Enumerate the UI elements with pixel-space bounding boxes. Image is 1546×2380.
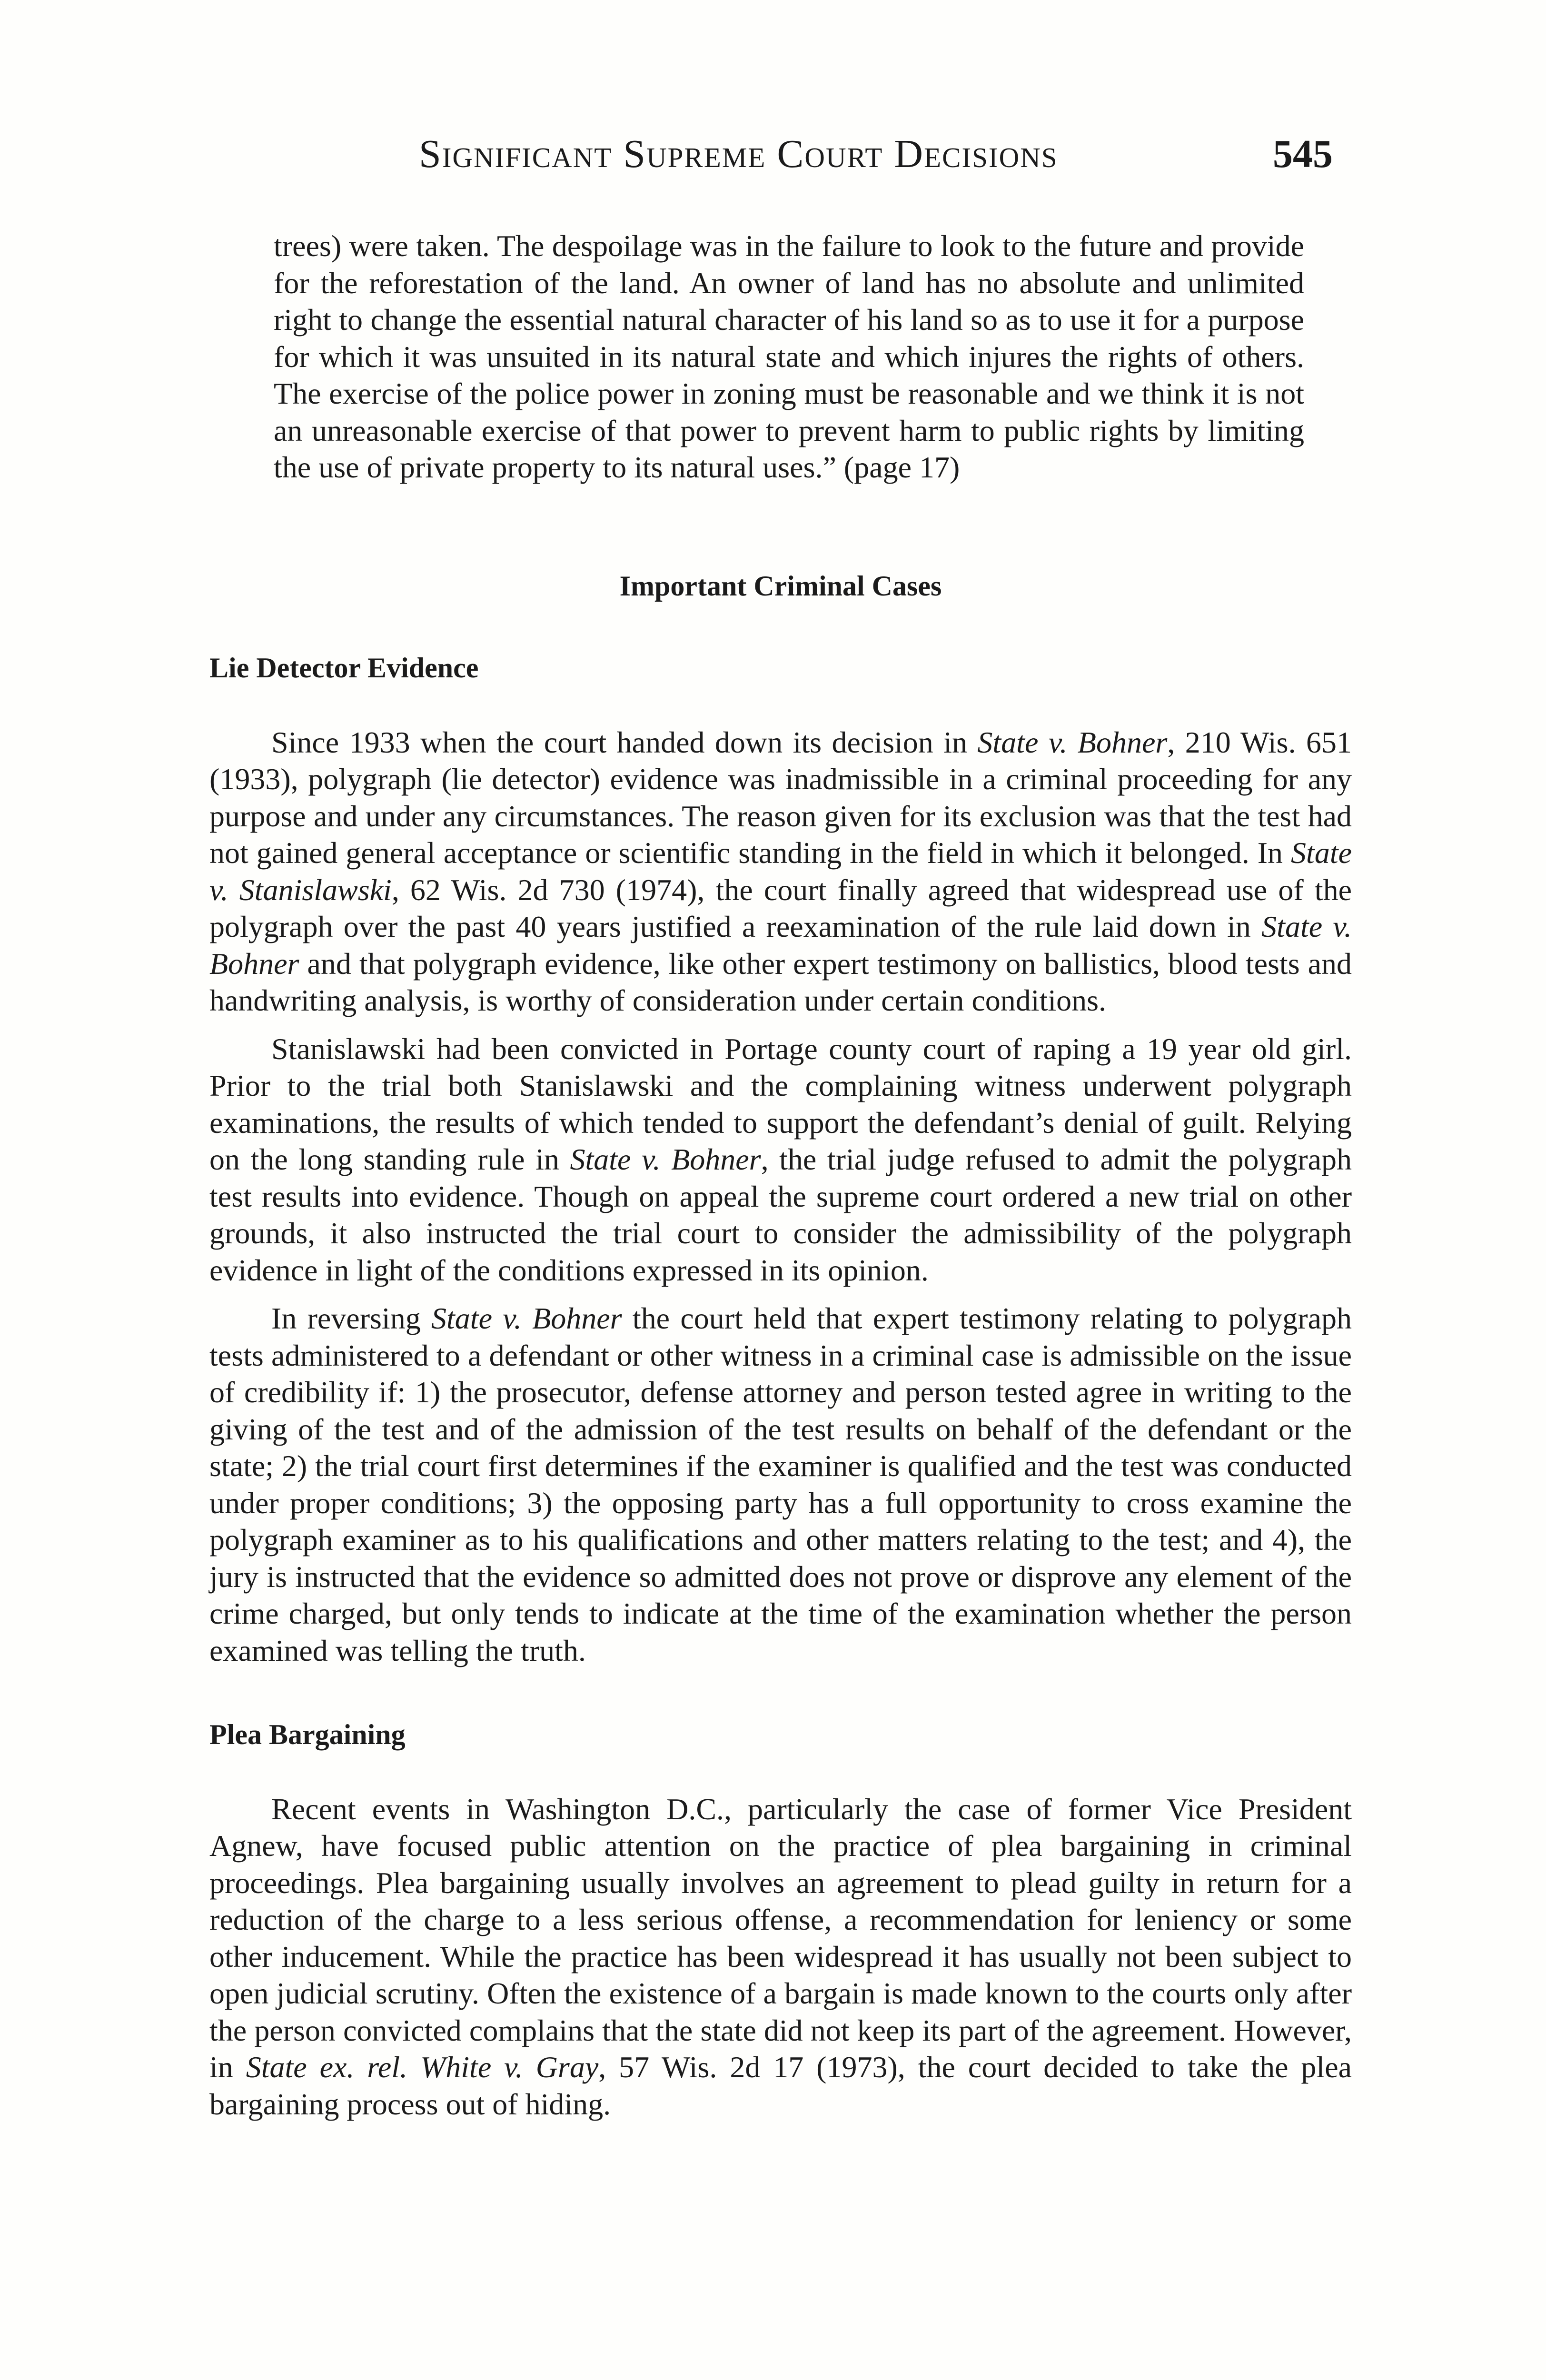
text-run: , 57 Wis. 2d 17 (1973), the court decided to take the plea bargaining process out of hiding. — [209, 2050, 1352, 2121]
case-citation: State v. Bohner — [431, 1301, 622, 1335]
text-run: In reversing — [271, 1301, 431, 1335]
case-citation: State v. Bohner — [977, 725, 1168, 759]
text-run: and that polygraph evidence, like other expert testimony on ballistics, blood tests and handwriting analysis, is worthy of consideration under certain conditions. — [209, 946, 1352, 1017]
case-citation: State v. Bohner — [209, 910, 1352, 981]
paragraph-lie-detector-2 — [209, 1031, 1352, 1289]
page-body — [209, 228, 1352, 2122]
subheading-lie-detector: Lie Detector Evidence — [209, 652, 479, 684]
paragraph-lie-detector-1 — [209, 724, 1352, 1019]
quote-continuation: trees) were taken. The despoilage was in the failure to look to the future and provide for the reforestation of the land. An owner of land has no absolute and unlimited right to change the essential natural character of his land so as to use it for a purpose for which it was unsuited in its natural state and which injures the rights of others. The exercise of the police power in zoning must be reasonable and we think it is not an unreasonable exercise of that power to prevent harm to public rights by limiting the use of private property to its natural uses.” (page 17) — [274, 229, 1304, 484]
text-run: , 62 Wis. 2d 730 (1974), the court finally agreed that widespread use of the polygraph over the past 40 years justified a reexamination of the rule laid down in — [209, 873, 1352, 943]
text-run: , the trial judge refused to admit the polygraph test results into evidence. Though on appeal the supreme court ordered a new trial on other grounds, it also instructed the trial court to consider the admissibility of the polygraph evidence in light of the conditions expressed in its opinion. — [209, 1142, 1352, 1287]
running-head — [209, 131, 1352, 183]
text-run: , 210 Wis. 651 (1933), polygraph (lie detector) evidence was inadmissible in a criminal proceeding for any purpose and under any circumstances. The reason given for its exclusion was that the test had not gained general acceptance or scientific standing in the field in which it belonged. In — [209, 725, 1352, 870]
text-run: Recent events in Washington D.C., particularly the case of former Vice President Agnew, have focused public attention on the practice of plea bargaining in criminal proceedings. Plea bargaining usually involves an agreement to plead guilty in return for a reduction of the charge to a less serious offense, a recommendation for leniency or some other inducement. While the practice has been widespread it has usually not been subject to open judicial scrutiny. Often the existence of a bargain is made known to the courts only after the person convicted complains that the state did not keep its part of the agreement. However, in — [209, 1792, 1352, 2084]
case-citation: State v. Bohner — [570, 1142, 761, 1176]
page-number: 545 — [1273, 132, 1333, 176]
paragraph-lie-detector-3 — [209, 1300, 1352, 1669]
section-heading: Important Criminal Cases — [619, 570, 942, 602]
case-citation: State v. Stanislawski — [209, 836, 1352, 907]
case-citation: State ex. rel. White v. Gray — [246, 2050, 599, 2084]
text-run: the court held that expert testimony relating to polygraph tests administered to a defendant or other witness in a criminal case is admissible on the issue of credibility if: 1) the prosecutor, defense attorney and person tested agree in writing to the giving of the test and of the admission of the test results on behalf of the defendant or the state; 2) the trial court first determines if the examiner is qualified and the test was conducted under proper conditions; 3) the opposing party has a full opportunity to cross examine the polygraph examiner as to his qualifications and other matters relating to the test; and 4), the jury is instructed that the evidence so admitted does not prove or disprove any element of the crime charged, but only tends to indicate at the time of the examination whether the person examined was telling the truth. — [209, 1301, 1352, 1667]
text-run: Stanislawski had been convicted in Portage county court of raping a 19 year old girl. Prior to the trial both Stanislawski and the complaining witness underwent polygraph examinations, the results of which tended to support the defendant’s denial of guilt. Relying on the long standing rule in — [209, 1031, 1352, 1176]
paragraph-plea-bargaining-1 — [209, 1791, 1352, 2123]
running-title: Significant Supreme Court Decisions — [419, 132, 1058, 176]
text-run: Since 1933 when the court handed down its decision in — [271, 725, 978, 759]
subheading-plea-bargaining: Plea Bargaining — [209, 1719, 406, 1750]
